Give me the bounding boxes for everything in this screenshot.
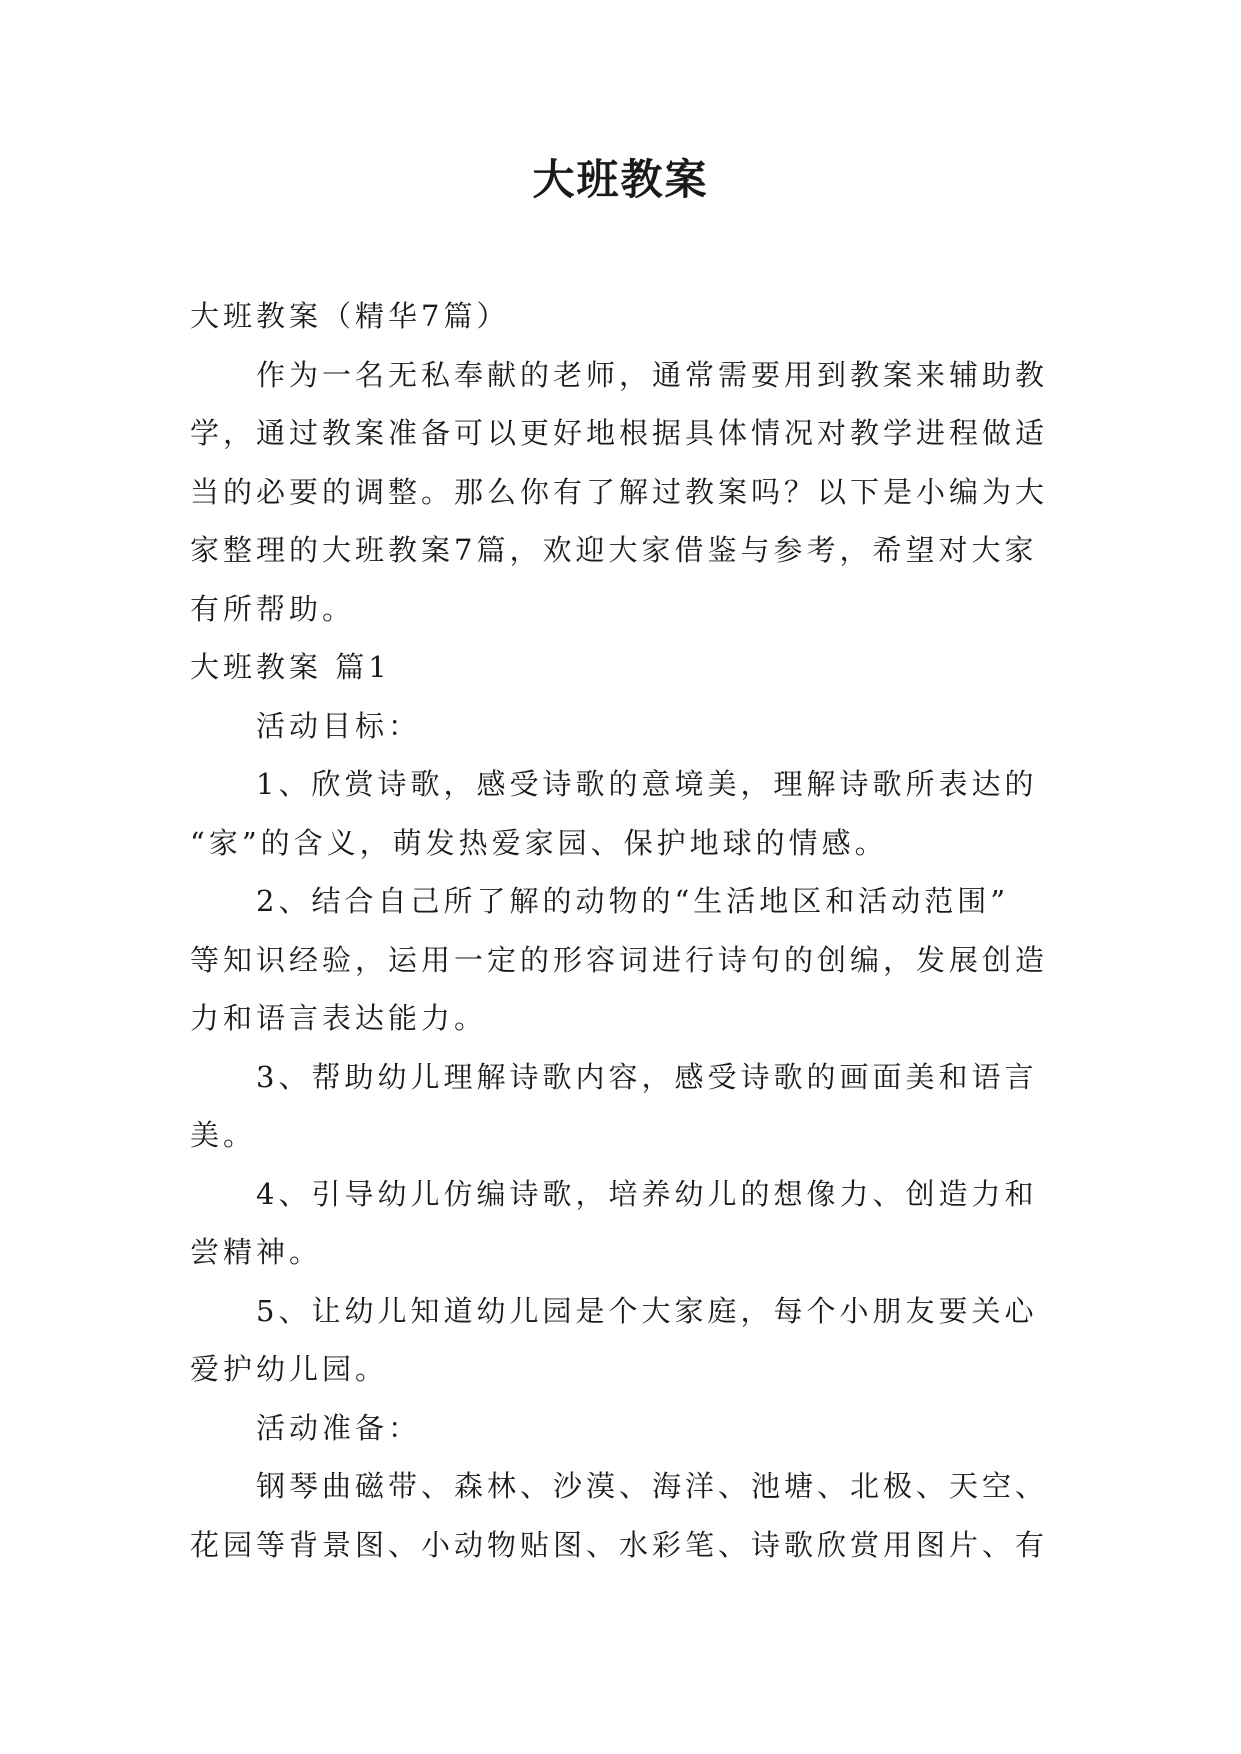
subtitle: 大班教案（精华7篇） (190, 299, 510, 333)
document-title: 大班教案 (532, 155, 709, 204)
goal-line: 3、帮助幼儿理解诗歌内容，感受诗歌的画面美和语言 (256, 1059, 1038, 1094)
prep-heading: 活动准备： (256, 1410, 422, 1445)
section-heading: 大班教案 篇1 (190, 650, 391, 684)
intro-line: 作为一名无私奉献的老师，通常需要用到教案来辅助教 (256, 357, 1049, 392)
document-body (190, 287, 1050, 1574)
goal-item (190, 1165, 1050, 1282)
goal-item (190, 755, 1050, 872)
intro-line: 当的必要的调整。那么你有了解过教案吗？以下是小编为大 (190, 474, 1049, 509)
goal-line: 爱护幼儿园。 (190, 1352, 389, 1386)
prep-paragraph (190, 1457, 1050, 1574)
goal-item (190, 872, 1050, 1048)
goal-line: 力和语言表达能力。 (190, 1001, 488, 1035)
goals-heading: 活动目标： (256, 708, 422, 743)
prep-line: 花园等背景图、小动物贴图、水彩笔、诗歌欣赏用图片、有 (190, 1527, 1049, 1562)
intro-paragraph (190, 346, 1050, 639)
goal-line: “家”的含义，萌发热爱家园、保护地球的情感。 (190, 825, 888, 860)
intro-line: 家整理的大班教案7篇，欢迎大家借鉴与参考，希望对大家 (190, 533, 1038, 567)
goal-line: 4、引导幼儿仿编诗歌，培养幼儿的想像力、创造力和 (256, 1176, 1038, 1211)
intro-line: 有所帮助。 (190, 591, 356, 626)
goal-line: 等知识经验，运用一定的形容词进行诗句的创编，发展创造 (190, 942, 1049, 977)
goal-line: 美。 (190, 1118, 257, 1152)
goal-line: 尝精神。 (190, 1235, 323, 1269)
goal-item (190, 1282, 1050, 1399)
prep-line: 钢琴曲磁带、森林、沙漠、海洋、池塘、北极、天空、 (256, 1469, 1049, 1503)
goal-item (190, 1048, 1050, 1165)
goal-line: 2、结合自己所了解的动物的“生活地区和活动范围” (256, 884, 1010, 918)
goal-line: 1、欣赏诗歌，感受诗歌的意境美，理解诗歌所表达的 (256, 767, 1038, 801)
intro-line: 学，通过教案准备可以更好地根据具体情况对教学进程做适 (190, 416, 1049, 450)
goal-line: 5、让幼儿知道幼儿园是个大家庭，每个小朋友要关心 (256, 1293, 1038, 1328)
